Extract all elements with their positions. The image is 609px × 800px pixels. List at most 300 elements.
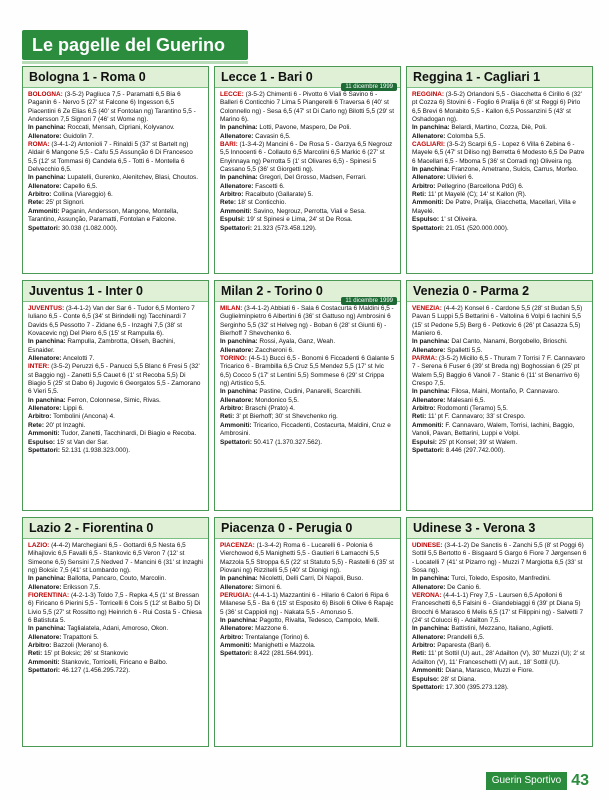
- team-label: ROMA:: [28, 141, 50, 149]
- detail-text: Stankovic, Torricelli, Firicano e Balbo.: [59, 658, 168, 666]
- match-details: [215, 88, 400, 233]
- detail-label: Arbitro:: [220, 405, 244, 413]
- detail-label: Espulsi:: [220, 216, 245, 224]
- detail-text: Rampulla, Zambrotta, Oliseh, Bachini, Esnaider.: [28, 338, 176, 354]
- detail-text: 25' pt Konsel; 39' st Walem.: [436, 438, 518, 446]
- match-details: [407, 539, 592, 692]
- detail-line: [412, 625, 587, 633]
- team-label: LAZIO:: [28, 542, 50, 549]
- detail-text: Ancelotti 7.: [61, 355, 95, 363]
- team-label: JUVENTUS:: [28, 305, 65, 312]
- detail-label: Ammoniti:: [220, 642, 252, 650]
- detail-line: [28, 191, 203, 199]
- detail-label: Spettatori:: [28, 224, 60, 232]
- detail-label: Spettatori:: [220, 650, 252, 658]
- detail-line: [28, 430, 203, 438]
- detail-label: Reti:: [28, 650, 43, 658]
- detail-label: Spettatori:: [412, 683, 444, 691]
- detail-label: Ammoniti:: [220, 421, 252, 429]
- detail-text: Pellegrino (Barcellona PdG) 6.: [435, 182, 524, 190]
- detail-label: Allenatore:: [28, 583, 62, 591]
- detail-label: Espulsi:: [412, 438, 437, 446]
- detail-line: [28, 592, 203, 625]
- detail-line: [28, 183, 203, 191]
- detail-line: [220, 617, 395, 625]
- detail-line: [28, 667, 203, 675]
- detail-label: Allenatore:: [220, 182, 254, 190]
- detail-line: [412, 397, 587, 405]
- detail-line: [220, 133, 395, 141]
- match-details: [23, 302, 208, 455]
- detail-text: Gregori, Del Grosso, Madsen, Ferrari.: [257, 174, 367, 182]
- team-label: CAGLIARI:: [412, 141, 446, 149]
- detail-text: 15' st Van der Sar.: [55, 438, 109, 446]
- detail-text: 17.300 (395.273.128).: [443, 683, 509, 691]
- detail-label: Allenatore:: [412, 132, 446, 140]
- team-label: FIORENTINA:: [28, 592, 70, 600]
- detail-line: [412, 174, 587, 182]
- detail-line: [412, 542, 587, 575]
- detail-text: Racalbuto (Gallarate) 5.: [243, 191, 314, 199]
- detail-text: Paparesta (Bari) 6.: [435, 642, 491, 650]
- detail-line: [412, 355, 587, 388]
- detail-line: [28, 133, 203, 141]
- detail-label: In panchina:: [28, 338, 66, 346]
- detail-line: [220, 199, 395, 207]
- detail-text: Cavasin 6,5.: [253, 132, 291, 140]
- detail-text: 15' pt Boksic; 26' st Stankovic: [42, 650, 129, 658]
- detail-line: [28, 650, 203, 658]
- detail-line: [412, 338, 587, 346]
- detail-text: 1' st Oliveira.: [439, 216, 478, 224]
- detail-text: Nicoletti, Delli Carri, Di Napoli, Buso.: [257, 575, 364, 583]
- detail-label: Ammoniti:: [412, 199, 444, 207]
- detail-line: [28, 199, 203, 207]
- detail-line: [412, 439, 587, 447]
- detail-text: Lippi 6.: [61, 405, 84, 413]
- detail-line: [28, 447, 203, 455]
- magazine-name: Guerin Sportivo: [486, 772, 567, 790]
- detail-label: Allenatore:: [28, 633, 62, 641]
- match-details: [215, 302, 400, 447]
- detail-text: 19' st Spinesi e Lima, 24' st De Rosa.: [244, 216, 353, 224]
- detail-line: [28, 363, 203, 396]
- detail-line: [220, 305, 395, 338]
- detail-line: [412, 124, 587, 132]
- detail-text: Belardi, Martino, Cozza, Diè, Poli.: [449, 124, 547, 132]
- detail-line: [412, 305, 587, 338]
- page-footer: [486, 772, 589, 790]
- detail-line: [412, 650, 587, 667]
- detail-label: Reti:: [412, 413, 427, 421]
- match-title: Venezia 0 - Parma 2: [407, 281, 592, 302]
- detail-label: Spettatori:: [28, 446, 60, 454]
- detail-label: In panchina:: [220, 124, 258, 132]
- detail-text: Franzone, Ametrano, Sulcis, Carrus, Morfeo.: [449, 166, 578, 174]
- detail-line: [28, 405, 203, 413]
- detail-line: [412, 216, 587, 224]
- detail-text: Turci, Toledo, Esposito, Manfredini.: [449, 575, 551, 583]
- detail-label: Allenatore:: [220, 396, 254, 404]
- detail-line: [220, 91, 395, 124]
- detail-line: [220, 183, 395, 191]
- detail-text: Fascetti 6.: [253, 182, 285, 190]
- detail-line: [220, 413, 395, 421]
- detail-label: Arbitro:: [28, 413, 52, 421]
- detail-text: 21.051 (520.000.000).: [443, 224, 509, 232]
- detail-label: Arbitro:: [28, 642, 52, 650]
- detail-line: [220, 338, 395, 346]
- detail-label: Allenatore:: [412, 346, 446, 354]
- detail-text: Manighetti e Mazzola.: [251, 642, 316, 650]
- detail-text: Ulivieri 6.: [445, 174, 474, 182]
- detail-text: Ballotta, Pancaro, Couto, Marcolin.: [65, 575, 167, 583]
- detail-line: [412, 413, 587, 421]
- detail-line: [28, 174, 203, 182]
- match-title: Lecce 1 - Bari 0: [215, 67, 400, 88]
- detail-text: Ferron, Colonnese, Simic, Rivas.: [65, 396, 161, 404]
- detail-line: [220, 584, 395, 592]
- detail-line: [28, 439, 203, 447]
- match-title: Reggina 1 - Cagliari 1: [407, 67, 592, 88]
- detail-text: (1-3-4-2) Roma 6 - Lucarelli 6 - Polonia 6 Vierchowod 6,5 Manighetti 5,5 - Gautieri 6 Lamacchi 5,5 Mazzola 5,5 Stroppa 6,5 (22' st Statuto 5,5) - Rastelli 6 (35' st Piovani ng) Rizzitelli 5,5 (40' st Dionigi ng).: [220, 542, 395, 575]
- detail-label: Allenatore:: [412, 633, 446, 641]
- match-grid: [22, 66, 592, 747]
- detail-label: In panchina:: [220, 338, 258, 346]
- match-title: Bologna 1 - Roma 0: [23, 67, 208, 88]
- detail-label: In panchina:: [220, 617, 258, 625]
- detail-line: [28, 355, 203, 363]
- detail-line: [412, 133, 587, 141]
- detail-line: [28, 208, 203, 225]
- match-title: Piacenza 0 - Perugia 0: [215, 518, 400, 539]
- detail-text: (4-4-1-1) Mazzantini 6 - Hilario 6 Calori 6 Ripa 6 Milanese 5,5 - Ba 6 (15' st Esposito 6) Bisoli 6 Olive 6 Rapajc 5 (36' st Cappioli ng) - Nakata 5,5 - Amoruso 5.: [220, 592, 394, 616]
- detail-line: [220, 634, 395, 642]
- detail-text: Rodomonti (Teramo) 5,5.: [435, 405, 508, 413]
- detail-label: Allenatore:: [220, 625, 254, 633]
- match-title: Milan 2 - Torino 0: [215, 281, 400, 302]
- detail-text: Mazzone 6.: [253, 625, 289, 633]
- detail-line: [412, 405, 587, 413]
- detail-text: (3-5-2) Orlandoni 5,5 - Giacchetta 6 Cirillo 6 (32' pt Cozza 6) Stovini 6 - Foglio 6 Pralija 6 (8' st Reggi 6) Pirlo 6,5 Brevi 6 Morabito 5,5 - Kallon 6,5 Possanzini 5 (43' st Oshadogan ng).: [412, 91, 582, 124]
- match-details: [407, 302, 592, 455]
- match-details: [215, 539, 400, 659]
- detail-label: Arbitro:: [412, 405, 436, 413]
- detail-text: Rossi, Ayala, Ganz, Weah.: [257, 338, 336, 346]
- detail-label: Ammoniti:: [28, 430, 60, 438]
- detail-label: Allenatore:: [412, 174, 446, 182]
- detail-line: [28, 305, 203, 338]
- detail-line: [28, 91, 203, 124]
- detail-line: [412, 642, 587, 650]
- detail-text: Dal Canto, Nanami, Borgobello, Brioschi.: [449, 338, 568, 346]
- detail-label: Allenatore:: [220, 346, 254, 354]
- detail-text: Pastine, Cudini, Panarelli, Scarchilli.: [257, 388, 362, 396]
- detail-text: (3-5-2) Pagliuca 7,5 - Paramatti 6,5 Bia 6 Paganin 6 - Nervo 5 (27' st Falcone 6) Ingesson 6,5 Piacentini 6 Ze Elias 6,5 (40' st Fontolan ng) Tarantino 5,5 - Andersson 7,5 Signori 7 (46' st Wome ng).: [28, 91, 196, 124]
- detail-text: Pagotto, Rivalta, Tedesco, Campolo, Melli.: [257, 617, 380, 625]
- detail-label: Espulso:: [412, 675, 439, 683]
- team-label: TORINO:: [220, 355, 247, 363]
- detail-line: [412, 676, 587, 684]
- detail-line: [220, 347, 395, 355]
- detail-label: In panchina:: [28, 124, 66, 132]
- detail-line: [220, 216, 395, 224]
- detail-line: [412, 634, 587, 642]
- detail-label: Allenatore:: [220, 132, 254, 140]
- detail-text: Tudor, Zanetti, Tacchinardi, Di Biagio e Recoba.: [59, 430, 197, 438]
- detail-label: Reti:: [412, 650, 427, 658]
- match-card: [406, 66, 593, 274]
- detail-line: [220, 174, 395, 182]
- detail-text: 30.038 (1.082.000).: [59, 224, 118, 232]
- detail-text: Bazzoli (Merano) 6.: [51, 642, 109, 650]
- detail-text: (3-5-2) Scarpi 6,5 - Lopez 6 Villa 6 Zebina 6 - Mayele 6,5 (47' st Diliso ng) Berretta 6 Modesto 6,5 De Patre 6 Macellari 6,5 - Mboma 5 (36' st Corradi ng) Oliveira ng.: [412, 141, 585, 165]
- detail-label: Arbitro:: [412, 642, 436, 650]
- match-card: [22, 280, 209, 511]
- match-details: [23, 88, 208, 233]
- detail-text: Battistini, Mezzano, Italiano, Aglietti.: [449, 625, 554, 633]
- detail-text: 11' pt Mayelé (C); 14' st Kallon (R).: [426, 191, 527, 199]
- detail-label: In panchina:: [412, 338, 450, 346]
- detail-text: 25' pt Signori.: [43, 199, 85, 207]
- match-details: [23, 539, 208, 676]
- detail-line: [28, 225, 203, 233]
- team-label: PIACENZA:: [220, 542, 255, 549]
- detail-label: Rete:: [220, 199, 236, 207]
- detail-line: [412, 225, 587, 233]
- detail-text: Capello 6,5.: [61, 182, 98, 190]
- detail-text: De Canio 6.: [445, 583, 481, 591]
- detail-line: [28, 397, 203, 405]
- detail-line: [220, 191, 395, 199]
- match-card: [406, 517, 593, 747]
- detail-text: Trentalange (Torino) 6.: [243, 633, 310, 641]
- detail-label: Arbitro:: [412, 182, 436, 190]
- detail-line: [28, 124, 203, 132]
- detail-text: Collina (Viareggio) 6.: [51, 191, 113, 199]
- detail-text: 11' pt Sottil (U) aut., 28' Adailton (V), 30' Muzzi (U); 2' st Adailton (V), 11' Franceschetti (V) aut., 18' Sottil (U).: [412, 650, 585, 666]
- match-card: [22, 517, 209, 747]
- team-label: VERONA:: [412, 592, 442, 600]
- detail-label: In panchina:: [412, 166, 450, 174]
- detail-line: [412, 388, 587, 396]
- detail-label: Allenatore:: [220, 583, 254, 591]
- detail-text: 46.127 (1.456.295.722).: [59, 667, 130, 675]
- detail-label: Ammoniti:: [28, 658, 60, 666]
- match-card: [214, 517, 401, 747]
- detail-line: [412, 447, 587, 455]
- detail-text: (1-3-4-2) Mancini 6 - De Rosa 5 - Garzya 6,5 Negrouz 5,5 Innocenti 6 - Collauto 6,5 Marcolini 6,5 Markic 6 (27' st Enyinnaya ng) Perrotta 5 (1' st Olivares 6,5) - Spinesi 5 Cassano 5,5 (36' st Giorgetti ng).: [220, 141, 393, 174]
- detail-text: 52.131 (1.938.323.000).: [59, 446, 130, 454]
- detail-label: In panchina:: [412, 388, 450, 396]
- team-label: PARMA:: [412, 355, 438, 363]
- detail-line: [412, 141, 587, 166]
- date-badge: 11 dicembre 1999: [341, 297, 397, 305]
- team-label: LECCE:: [220, 91, 244, 98]
- detail-line: [220, 388, 395, 396]
- detail-label: In panchina:: [28, 625, 66, 633]
- detail-label: In panchina:: [220, 575, 258, 583]
- detail-label: Allenatore:: [28, 132, 62, 140]
- detail-label: Spettatori:: [412, 224, 444, 232]
- detail-line: [412, 347, 587, 355]
- detail-text: Spalletti 5,5.: [445, 346, 483, 354]
- detail-line: [28, 141, 203, 174]
- detail-text: 18' st Conticchio.: [235, 199, 287, 207]
- detail-line: [28, 338, 203, 355]
- detail-text: Filosa, Maini, Montaño, P. Cannavaro.: [449, 388, 560, 396]
- detail-line: [220, 575, 395, 583]
- detail-text: (4-2-1-3) Toldo 7,5 - Repka 4,5 (1' st Bressan 6) Firicano 6 Pierini 5,5 - Torricelli 6 Cois 5 (12' st Balbo 5) Di Livio 5,5 (27' st Rossitto ng) Heinrich 6 - Rui Costa 5 - Chiesa 6 Batistuta 5.: [28, 592, 202, 625]
- detail-text: (3-4-1-2) De Sanctis 6 - Zanchi 5,5 (8' st Poggi 6) Sottil 5,5 Bertotto 6 - Bisgaard 5 Gargo 6 Fiore 7 Jørgensen 6 - Locatelli 7 (41' st Pizarro ng) - Muzzi 7 Margiotta 6,5 (33' st Sosa ng).: [412, 542, 587, 575]
- match-card: [22, 66, 209, 274]
- detail-line: [412, 91, 587, 124]
- detail-label: Allenatore:: [412, 583, 446, 591]
- match-title: Juventus 1 - Inter 0: [23, 281, 208, 302]
- detail-line: [220, 592, 395, 617]
- detail-label: Spettatori:: [220, 224, 252, 232]
- team-label: INTER:: [28, 363, 50, 371]
- detail-text: 8.422 (281.564.991).: [251, 650, 314, 658]
- detail-line: [220, 141, 395, 174]
- detail-label: Spettatori:: [220, 438, 252, 446]
- detail-label: In panchina:: [412, 575, 450, 583]
- detail-line: [220, 397, 395, 405]
- detail-line: [412, 422, 587, 439]
- detail-text: (3-4-1-2) Van der Sar 6 - Tudor 6,5 Montero 7 Iuliano 6,5 - Conte 6,5 (34' st Birindelli ng) Tacchinardi 7 Davids 6,5 Pessotto 7 - Zidane 6,5 - Inzaghi 7,5 (38' st Kovacevic ng) Del Piero 6,5 (15' st Rampulla 6).: [28, 305, 195, 338]
- detail-line: [412, 191, 587, 199]
- detail-text: (3-5-2) Peruzzi 6,5 - Panucci 5,5 Blanc 6 Fresi 5 (32' st Baggio ng) - Zanetti 5,5 Cauet 6 (1' st Recoba 5,5) Di Biagio 5 (25' st Dabo 6) Jugovic 6 Georgatos 5,5 - Zamorano 6 Vieri 5,5.: [28, 363, 201, 396]
- team-label: VENEZIA:: [412, 305, 442, 312]
- detail-label: Ammoniti:: [220, 207, 252, 215]
- detail-label: Spettatori:: [412, 446, 444, 454]
- detail-text: De Patre, Pralija, Giacchetta, Macellari, Villa e Mayelé.: [412, 199, 576, 215]
- team-label: BARI:: [220, 141, 238, 149]
- detail-text: 50.417 (1.370.327.562).: [251, 438, 322, 446]
- team-label: MILAN:: [220, 305, 243, 312]
- detail-label: Arbitro:: [220, 191, 244, 199]
- detail-label: Espulso:: [28, 438, 55, 446]
- detail-label: Ammoniti:: [28, 207, 60, 215]
- detail-text: Tombolini (Ancona) 4.: [51, 413, 115, 421]
- detail-text: (3-4-1-2) Antonioli 7 - Rinaldi 5 (37' st Bartelt ng) Aldair 6 Mangone 5,5 - Cafu 5,5 Assunção 6 Di Francesco 5,5 (12' st Tommasi 6) Candela 6,5 - Totti 6 - Montella 6 Delvecchio 6,5.: [28, 141, 193, 174]
- detail-text: Prandelli 6,5.: [445, 633, 485, 641]
- detail-line: [220, 625, 395, 633]
- detail-line: [28, 642, 203, 650]
- detail-line: [412, 199, 587, 216]
- detail-line: [220, 124, 395, 132]
- team-label: PERUGIA:: [220, 592, 252, 600]
- detail-line: [220, 405, 395, 413]
- detail-label: Ammoniti:: [412, 667, 444, 675]
- detail-label: In panchina:: [28, 396, 66, 404]
- section-banner: Le pagelle del Guerino: [22, 30, 248, 60]
- detail-text: (3-5-2) Chimenti 6 - Pivotto 6 Viali 6 Savino 6 - Balleri 6 Conticchio 7 Lima 5 Piangerelli 6 Traversa 6 (40' st Colonnello ng) - Sesa 6,5 (47' st Di Carlo ng) Bilotti 5,5 (29' st Marino 6).: [220, 91, 395, 124]
- detail-label: In panchina:: [220, 174, 258, 182]
- detail-line: [412, 584, 587, 592]
- detail-text: 11' pt F. Cannavaro; 33' st Crespo.: [426, 413, 526, 421]
- detail-text: (4-5-1) Bucci 6,5 - Bonomi 6 Ficcadenti 6 Galante 5 Tricarico 6 - Brambilla 6,5 Cruz 5,5 Mendez 5,5 (17' st Ivic 6,5) Cocco 5 (17' st Lentini 5,5) Sommese 6 (29' st Crippa ng) Artistico 5,5.: [220, 355, 395, 388]
- detail-text: Lupatelli, Gurenko, Alenitchev, Blasi, Choutos.: [65, 174, 199, 182]
- detail-label: Ammoniti:: [412, 421, 444, 429]
- detail-label: In panchina:: [28, 174, 66, 182]
- detail-line: [220, 642, 395, 650]
- detail-line: [28, 422, 203, 430]
- detail-text: Colomba 5,5.: [445, 132, 486, 140]
- detail-label: In panchina:: [412, 625, 450, 633]
- detail-text: Taglialatela, Adani, Amoroso, Okon.: [65, 625, 169, 633]
- detail-text: Mondonico 5,5.: [253, 396, 299, 404]
- detail-text: Tricarico, Ficcadenti, Costacurta, Maldini, Cruz e Ambrosini.: [220, 421, 391, 438]
- team-label: REGGINA:: [412, 91, 444, 98]
- match-details: [407, 88, 592, 233]
- detail-line: [412, 166, 587, 174]
- detail-label: Arbitro:: [220, 633, 244, 641]
- detail-line: [220, 355, 395, 388]
- detail-text: Diana, Marasco, Muzzi e Fiore.: [443, 667, 534, 675]
- detail-line: [412, 684, 587, 692]
- detail-label: Espulso:: [412, 216, 439, 224]
- detail-label: In panchina:: [28, 575, 66, 583]
- detail-label: In panchina:: [412, 124, 450, 132]
- detail-label: Allenatore:: [28, 405, 62, 413]
- detail-text: (4-4-2) Konsel 6 - Cardone 5,5 (28' st Budan 5,5) Pavan 5 Luppi 5,5 Bettarini 6 - Valtolina 6 Volpi 6 Iachini 5,5 (15' st Pedone 5,5) Berg 6 - Petkovic 6 (26' pt Casazza 5,5) Maniero 6.: [412, 305, 583, 338]
- detail-line: [220, 439, 395, 447]
- detail-text: Guidolin 7.: [61, 132, 94, 140]
- match-title: Udinese 3 - Verona 3: [407, 518, 592, 539]
- match-title: Lazio 2 - Fiorentina 0: [23, 518, 208, 539]
- detail-label: Rete:: [28, 421, 44, 429]
- detail-line: [220, 422, 395, 439]
- detail-label: Allenatore:: [412, 396, 446, 404]
- detail-text: Paganin, Andersson, Mangone, Montella, Tarantino, Assunção, Paramatti, Fontolan e Falcone.: [28, 207, 179, 224]
- detail-line: [412, 183, 587, 191]
- detail-text: Zaccheroni 6.: [253, 346, 294, 354]
- page-number: 43: [567, 772, 589, 790]
- detail-text: Savino, Negrouz, Perrotta, Viali e Sesa.: [251, 207, 366, 215]
- detail-label: Arbitro:: [28, 191, 52, 199]
- detail-text: (4-4-2) Marchegiani 6,5 - Gottardi 6,5 Nesta 6,5 Mihajlovic 6,5 Favalli 6,5 - Stankovic 6,5 Veron 7 (12' st Simeone 6,5) Sensini 7,5 Nedved 7 - Mancini 6 (31' st Inzaghi ng) Boksic 7,5 (41' st Lombardo ng).: [28, 542, 203, 575]
- team-label: UDINESE:: [412, 542, 443, 549]
- detail-line: [220, 650, 395, 658]
- match-card: [406, 280, 593, 511]
- detail-text: Trapattoni 5.: [61, 633, 99, 641]
- date-badge: 11 dicembre 1999: [341, 83, 397, 91]
- detail-text: Eriksson 7,5.: [61, 583, 101, 591]
- match-card: [214, 280, 401, 511]
- detail-text: Roccati, Mensah, Cipriani, Kolyvanov.: [65, 124, 175, 132]
- detail-text: Simoni 6.: [253, 583, 282, 591]
- detail-line: [28, 625, 203, 633]
- detail-text: 21.323 (573.458.129).: [251, 224, 317, 232]
- detail-text: Lotti, Pavone, Maspero, De Poli.: [257, 124, 352, 132]
- detail-line: [412, 667, 587, 675]
- detail-line: [412, 592, 587, 625]
- detail-line: [220, 542, 395, 575]
- detail-line: [28, 659, 203, 667]
- team-label: BOLOGNA:: [28, 91, 63, 98]
- detail-line: [28, 542, 203, 575]
- detail-label: Reti:: [412, 191, 427, 199]
- detail-label: Allenatore:: [28, 355, 62, 363]
- detail-text: (3-5-2) Micillo 6,5 - Thuram 7 Torrisi 7 F. Cannavaro 7 - Serena 6 Fuser 6 (39' st Breda ng) Boghossian 6 (25' pt Walem 5,5) Baggio 6 Vanoli 7 - Stanic 6 (11' st Benarrivo 6) Crespo 7,5.: [412, 355, 585, 388]
- detail-text: (4-4-1-1) Frey 7,5 - Laursen 6,5 Apolloni 6 Franceschetti 6,5 Falsini 6 - Giandebiaggi 6 (39' pt Diana 5) Brocchi 6 Marasco 6 Melis 6,5 (17' st Filippini ng) - Salvetti 7 (24' st Colucci 6) - Adailton 7,5.: [412, 592, 583, 625]
- detail-text: 8.446 (297.742.000).: [443, 446, 506, 454]
- detail-line: [28, 413, 203, 421]
- detail-line: [28, 575, 203, 583]
- detail-label: In panchina:: [220, 388, 258, 396]
- match-card: [214, 66, 401, 274]
